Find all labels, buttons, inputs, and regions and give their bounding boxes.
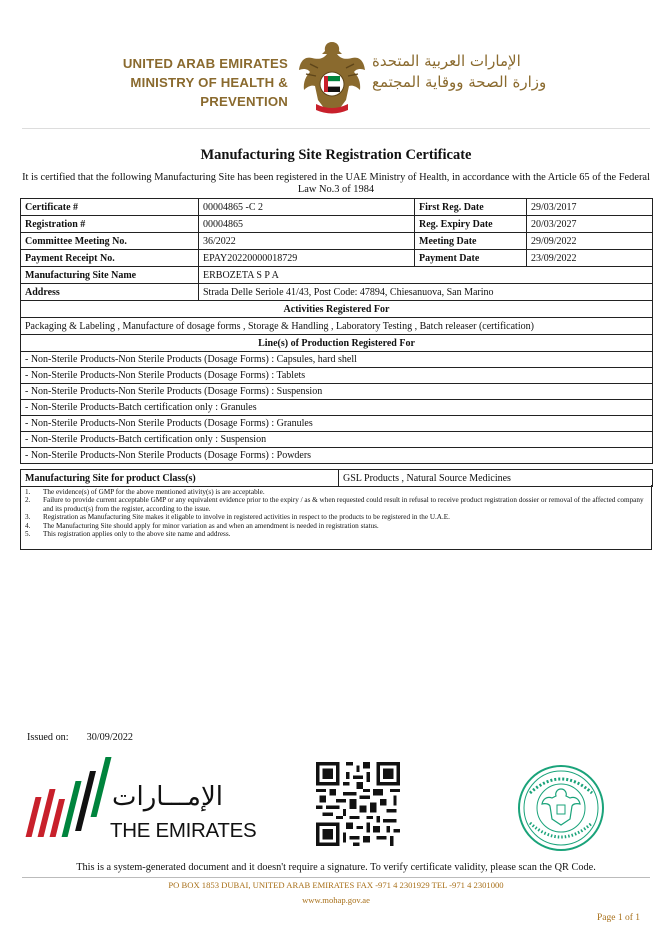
footer-contact: PO BOX 1853 DUBAI, UNITED ARAB EMIRATES FAX -971 4 2301929 TEL -971 4 2301000 xyxy=(168,880,504,890)
activities-heading: Activities Registered For xyxy=(21,301,653,318)
list-item xyxy=(25,530,647,538)
ministry-name-english xyxy=(40,54,288,111)
note-number: 2. xyxy=(25,496,31,505)
table-row xyxy=(21,470,653,487)
footer-website-link[interactable]: www.mohap.gov.ae xyxy=(302,895,370,905)
note-number: 4. xyxy=(25,521,31,530)
table-row xyxy=(21,284,653,301)
registration-value: 00004865 xyxy=(199,216,415,233)
address-label: Address xyxy=(21,284,199,301)
certificate-value: 00004865 -C 2 xyxy=(199,199,415,216)
note-text: The evidence(s) of GMP for the above mentioned ativity(s) is are acceptable. xyxy=(43,488,265,496)
activities-list: Packaging & Labeling , Manufacture of dosage forms , Storage & Handling , Laboratory Testing , Batch releaser (certification) xyxy=(21,318,653,335)
payment-date-label: Payment Date xyxy=(415,250,527,267)
list-item xyxy=(21,352,653,368)
header-divider xyxy=(22,128,650,129)
list-item xyxy=(21,384,653,400)
issued-on-label: Issued on: xyxy=(27,732,69,743)
table-row xyxy=(21,233,653,250)
production-line: - Non-Sterile Products-Non Sterile Products (Dosage Forms) : Tablets xyxy=(21,368,653,384)
the-emirates-arabic: الإمـــارات xyxy=(112,782,224,812)
ministry-name-en: MINISTRY OF HEALTH & PREVENTION xyxy=(130,75,288,109)
issued-on-date: 30/09/2022 xyxy=(86,732,134,743)
the-emirates-english: THE EMIRATES xyxy=(110,819,257,842)
committee-meeting-label: Committee Meeting No. xyxy=(21,233,199,250)
note-number: 3. xyxy=(25,513,31,522)
certificate-label: Certificate # xyxy=(21,199,199,216)
table-row xyxy=(21,318,653,335)
production-line: - Non-Sterile Products-Batch certification only : Granules xyxy=(21,400,653,416)
list-item xyxy=(25,496,647,513)
list-item xyxy=(21,416,653,432)
product-class-value: GSL Products , Natural Source Medicines xyxy=(339,470,653,487)
verification-disclaimer: This is a system-generated document and it doesn't require a signature. To verify certificate validity, please scan the QR Code. xyxy=(76,862,596,873)
page-number: Page 1 of 1 xyxy=(596,913,640,923)
meeting-date-value: 29/09/2022 xyxy=(527,233,653,250)
certification-statement: It is certified that the following Manufacturing Site has been registered in the UAE Ministry of Health, in accordance with the Article 65 of the Federal Law No.3 of 1984 xyxy=(22,172,650,195)
country-name-ar: الإمارات العربية المتحدة xyxy=(372,52,521,70)
list-item xyxy=(21,400,653,416)
site-name-label: Manufacturing Site Name xyxy=(21,267,199,284)
meeting-date-label: Meeting Date xyxy=(415,233,527,250)
mohap-drug-department-stamp-icon xyxy=(516,763,606,853)
address-value: Strada Delle Seriole 41/43, Post Code: 47894, Chiesanuova, San Marino xyxy=(199,284,653,301)
first-reg-date-value: 29/03/2017 xyxy=(527,199,653,216)
production-line: - Non-Sterile Products-Non Sterile Products (Dosage Forms) : Granules xyxy=(21,416,653,432)
registration-label: Registration # xyxy=(21,216,199,233)
table-row xyxy=(21,301,653,318)
expiry-date-label: Reg. Expiry Date xyxy=(415,216,527,233)
committee-meeting-value: 36/2022 xyxy=(199,233,415,250)
production-line: - Non-Sterile Products-Non Sterile Products (Dosage Forms) : Powders xyxy=(21,448,653,464)
table-row xyxy=(21,335,653,352)
list-item xyxy=(25,513,647,521)
site-name-value: ERBOZETA S P A xyxy=(199,267,653,284)
issued-on xyxy=(27,732,133,743)
note-text: The Manufacturing Site should apply for minor variation as and when an amendment is needed in registration status. xyxy=(43,521,379,530)
country-name-en: UNITED ARAB EMIRATES xyxy=(122,56,288,71)
ministry-name-arabic xyxy=(372,51,626,93)
ministry-name-ar: وزارة الصحة ووقاية المجتمع xyxy=(372,73,547,91)
note-number: 1. xyxy=(25,488,31,496)
production-lines-heading: Line(s) of Production Registered For xyxy=(21,335,653,352)
first-reg-date-label: First Reg. Date xyxy=(415,199,527,216)
list-item xyxy=(25,488,647,496)
payment-receipt-label: Payment Receipt No. xyxy=(21,250,199,267)
list-item xyxy=(21,448,653,464)
document-title: Manufacturing Site Registration Certificate xyxy=(200,147,472,163)
product-class-label: Manufacturing Site for product Class(s) xyxy=(21,470,339,487)
conditions-notes xyxy=(20,485,652,550)
production-line: - Non-Sterile Products-Non Sterile Products (Dosage Forms) : Suspension xyxy=(21,384,653,400)
payment-receipt-value: EPAY20220000018729 xyxy=(199,250,415,267)
payment-date-value: 23/09/2022 xyxy=(527,250,653,267)
list-item xyxy=(25,522,647,530)
qr-code-icon xyxy=(316,762,400,846)
table-row xyxy=(21,199,653,216)
list-item xyxy=(21,432,653,448)
note-text: Registration as Manufacturing Site makes it eligable to involve in registered activities in respect to the products to be registered in the U.A.E. xyxy=(43,513,450,522)
footer-divider xyxy=(22,877,650,878)
expiry-date-value: 20/03/2027 xyxy=(527,216,653,233)
note-text: Failure to provide current acceptable GMP or any equivalent evidence prior to the expiry / as & when requested could result in refusal to receive product registration dossier or removal of the affected company and its product(s) from the register, according to the issue. xyxy=(43,496,644,513)
note-text: This registration applies only to the above site name and address. xyxy=(43,530,231,539)
table-row xyxy=(21,216,653,233)
production-line: - Non-Sterile Products-Batch certification only : Suspension xyxy=(21,432,653,448)
table-row xyxy=(21,250,653,267)
production-line: - Non-Sterile Products-Non Sterile Products (Dosage Forms) : Capsules, hard shell xyxy=(21,352,653,368)
list-item xyxy=(21,368,653,384)
registration-details-table xyxy=(20,198,653,464)
table-row xyxy=(21,267,653,284)
note-number: 5. xyxy=(25,530,31,539)
uae-falcon-emblem-icon xyxy=(296,38,368,118)
